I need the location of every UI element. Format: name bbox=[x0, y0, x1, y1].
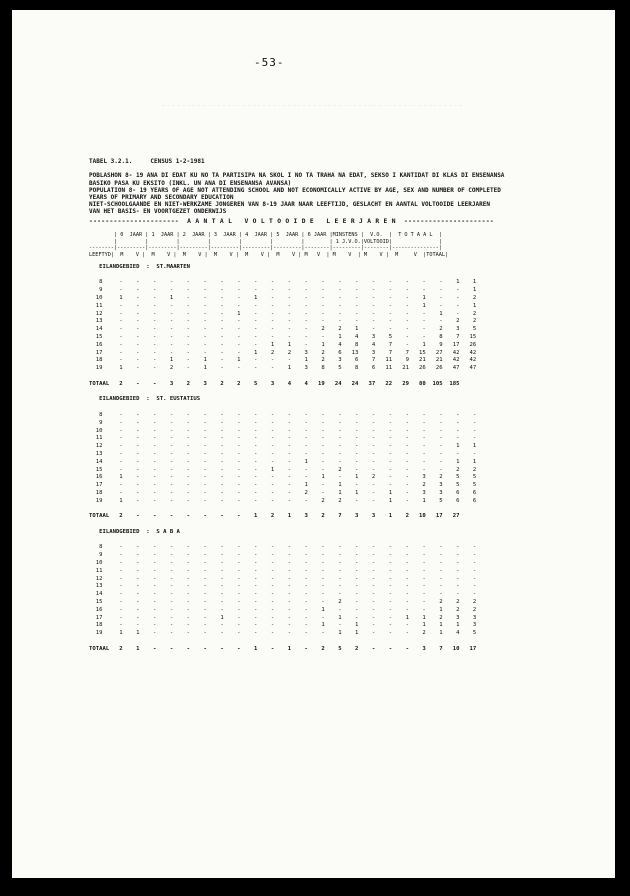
spacer-row bbox=[89, 404, 476, 412]
page-number: -53- bbox=[254, 56, 285, 69]
table-row: 8 - - - - - - - - - - - - - - - - - - - - - - bbox=[89, 411, 477, 418]
table-row: 13 - - - - - - - - - - - - - - - - - - - - - - bbox=[89, 583, 477, 590]
data-table bbox=[89, 256, 476, 654]
table-row: 14 - - - - - - - - - - - 1 - - - - - - - - 1 1 bbox=[89, 458, 477, 465]
spacer-row bbox=[89, 537, 476, 545]
table-row: 15 - - - - - - - - - - - - - 2 - - - - - 2 2 2 bbox=[89, 599, 477, 606]
header-line: | | | | | | | | 1 J.V.O.|VOLTOOID| | bbox=[89, 238, 442, 245]
spacer-row bbox=[89, 638, 476, 646]
section-heading: EILANDGEBIED : ST. EUSTATIUS bbox=[89, 396, 201, 403]
caption-line: BASIKO PASA KU EKSITO (INKL. UN ANA DI ENSENANSA AVANSA) bbox=[89, 179, 292, 187]
table-row: 9 - - - - - - - - - - - - - - - - - - - - - - bbox=[89, 552, 477, 559]
table-row: 19 1 - - - - - - - - - - - 2 2 - - 1 - 1 5 6 6 bbox=[89, 497, 477, 504]
total-row: TOTAAL 2 - - - - - - - 1 2 1 3 2 7 3 3 1 2 10 17 27 bbox=[89, 513, 460, 520]
table-caption bbox=[89, 158, 504, 216]
table-row: 9 - - - - - - - - - - - - - - - - - - - - - 1 bbox=[89, 287, 477, 294]
table-row: 18 - - - 1 - 1 - 1 - - - 1 2 3 6 7 11 9 21 21 42 42 bbox=[89, 357, 477, 364]
table-row: 8 - - - - - - - - - - - - - - - - - - - - 1 1 bbox=[89, 279, 477, 286]
caption-line: POBLASHON 8- 19 ANA DI EDAT KU NO TA PARTISIPA NA SKOL I NO TA TRAHA NA EDAT, SEKSO I KANTIDAT DI KLAS DI ENSENANSA bbox=[89, 172, 505, 180]
header-line: --------|---------|---------|---------|---------|---------|---------|--------|---------|--------|---------------| bbox=[89, 245, 442, 251]
caption-line: NIET-SCHOOLGAANDE EN NIET-WERKZAME JONGEREN VAN 8-19 JAAR NAAR LEEFTIJD, GESLACHT EN AANTAL VOLTOOIDE LEERJAREN bbox=[89, 201, 490, 209]
table-row: 17 - - - - - - - - 1 2 2 3 2 6 13 3 7 7 15 27 42 42 bbox=[89, 349, 477, 356]
header-line: LEEFTYD| M V | M V | M V | M V | M V | M V | M V | M V | M V | M V |TOTAAL| bbox=[89, 251, 449, 258]
table-row: 10 - - - - - - - - - - - - - - - - - - - - - - bbox=[89, 427, 477, 434]
table-row: 16 - - - - - - - - - 1 1 - 1 4 8 4 7 - 1 9 17 26 bbox=[89, 341, 477, 348]
table-row: 17 - - - - - - - - - - - 1 - 1 - - - - 2 3 5 5 bbox=[89, 482, 477, 489]
table-row: 9 - - - - - - - - - - - - - - - - - - - - - - bbox=[89, 419, 477, 426]
table-row: 12 - - - - - - - - - - - - - - - - - - - - - - bbox=[89, 575, 477, 582]
spacer-row bbox=[89, 373, 476, 381]
table-row: 14 - - - - - - - - - - - - - - - - - - - - - - bbox=[89, 591, 477, 598]
table-column-headers bbox=[89, 232, 448, 258]
total-row: TOTAAL 2 - - 3 2 3 2 2 5 3 4 4 19 24 24 37 22 29 80 105 185 bbox=[89, 380, 460, 387]
bleed-through-block bbox=[162, 105, 462, 146]
table-row: 18 - - - - - - - - - - - - 1 - 1 - - - 1 1 1 3 bbox=[89, 622, 477, 629]
table-row: 13 - - - - - - - - - - - - - - - - - - - - 2 2 bbox=[89, 318, 477, 325]
spacer-row bbox=[89, 256, 476, 264]
total-row: TOTAAL 2 1 - - - - - - 1 - 1 - 2 5 2 - - - 3 7 10 17 bbox=[89, 645, 477, 652]
caption-line: TABEL 3.2.1. CENSUS 1-2-1981 bbox=[89, 158, 205, 165]
section-heading: EILANDGEBIED : S A B A bbox=[89, 528, 180, 535]
spacer-row bbox=[89, 272, 476, 280]
section-heading: EILANDGEBIED : ST.MAARTEN bbox=[89, 263, 191, 270]
table-row: 10 - - - - - - - - - - - - - - - - - - - - - - bbox=[89, 560, 477, 567]
caption-line: YEARS OF PRIMARY AND SECONDARY EDUCATION bbox=[89, 194, 234, 202]
table-row: 16 1 - - - - - - - - - - - 1 - 1 2 - - 3 2 5 5 bbox=[89, 474, 477, 481]
table-row: 15 - - - - - - - - - - - - - 1 4 3 5 - - 8 7 15 bbox=[89, 333, 477, 340]
table-group-title: ---------------------- A A N T A L V O L T O O I D E L E E R J A R E N ---------------------- bbox=[89, 218, 495, 225]
spacer-row bbox=[89, 521, 476, 529]
table-row: 8 - - - - - - - - - - - - - - - - - - - - - - bbox=[89, 544, 477, 551]
table-row: 14 - - - - - - - - - - - - 2 2 1 - - - - 2 3 5 bbox=[89, 326, 477, 333]
table-row: 10 1 - - 1 - - - - 1 - - - - - - - - - 1 - - 2 bbox=[89, 294, 477, 301]
table-row: 11 - - - - - - - - - - - - - - - - - - - - - - bbox=[89, 567, 477, 574]
spacer-row bbox=[89, 389, 476, 397]
caption-line bbox=[89, 165, 504, 172]
table-row: 18 - - - - - - - - - - - 2 - 1 1 - 1 - 3 3 6 6 bbox=[89, 489, 477, 496]
table-row: 13 - - - - - - - - - - - - - - - - - - - - - - bbox=[89, 450, 477, 457]
table-row: 17 - - - - - - 1 - - - - - - 1 - - - 1 1 2 3 3 bbox=[89, 614, 477, 621]
table-row: 19 1 - - 2 - 1 - - - - 1 3 8 5 8 6 11 21 26 26 47 47 bbox=[89, 365, 477, 372]
table-row: 11 - - - - - - - - - - - - - - - - - - - - - - bbox=[89, 435, 477, 442]
caption-line: POPULATION 8- 19 YEARS OF AGE NOT ATTENDING SCHOOL AND NOT ECONOMICALLY ACTIVE BY AGE, SEX AND NUMBER OF COMPLETED bbox=[89, 186, 501, 194]
caption-line: VAN HET BASIS- EN VOORTGEZET ONDERWIJS bbox=[89, 208, 227, 216]
table-row: 11 - - - - - - - - - - - - - - - - - - 1 - - 1 bbox=[89, 302, 477, 309]
spacer-row bbox=[89, 506, 476, 514]
table-row: 15 - - - - - - - - - 1 - - - 2 - - - - - - 2 2 bbox=[89, 466, 477, 473]
table-row: 16 - - - - - - - - - - - - 1 - - - - - - 1 2 2 bbox=[89, 606, 477, 613]
table-row: 19 1 1 - - - - - - - - - - - 1 1 - - - 2 1 4 5 bbox=[89, 630, 477, 637]
table-row: 12 - - - - - - - 1 - - - - - - - - - - - 1 - 2 bbox=[89, 310, 477, 317]
header-line: | 0 JAAR | 1 JAAR | 2 JAAR | 3 JAAR | 4 JAAR | 5 JAAR | 6 JAAR |MINSTENS | V.O. | T O T A A L | bbox=[89, 232, 442, 238]
table-row: 12 - - - - - - - - - - - - - - - - - - - - 1 1 bbox=[89, 443, 477, 450]
document-page bbox=[12, 10, 615, 878]
